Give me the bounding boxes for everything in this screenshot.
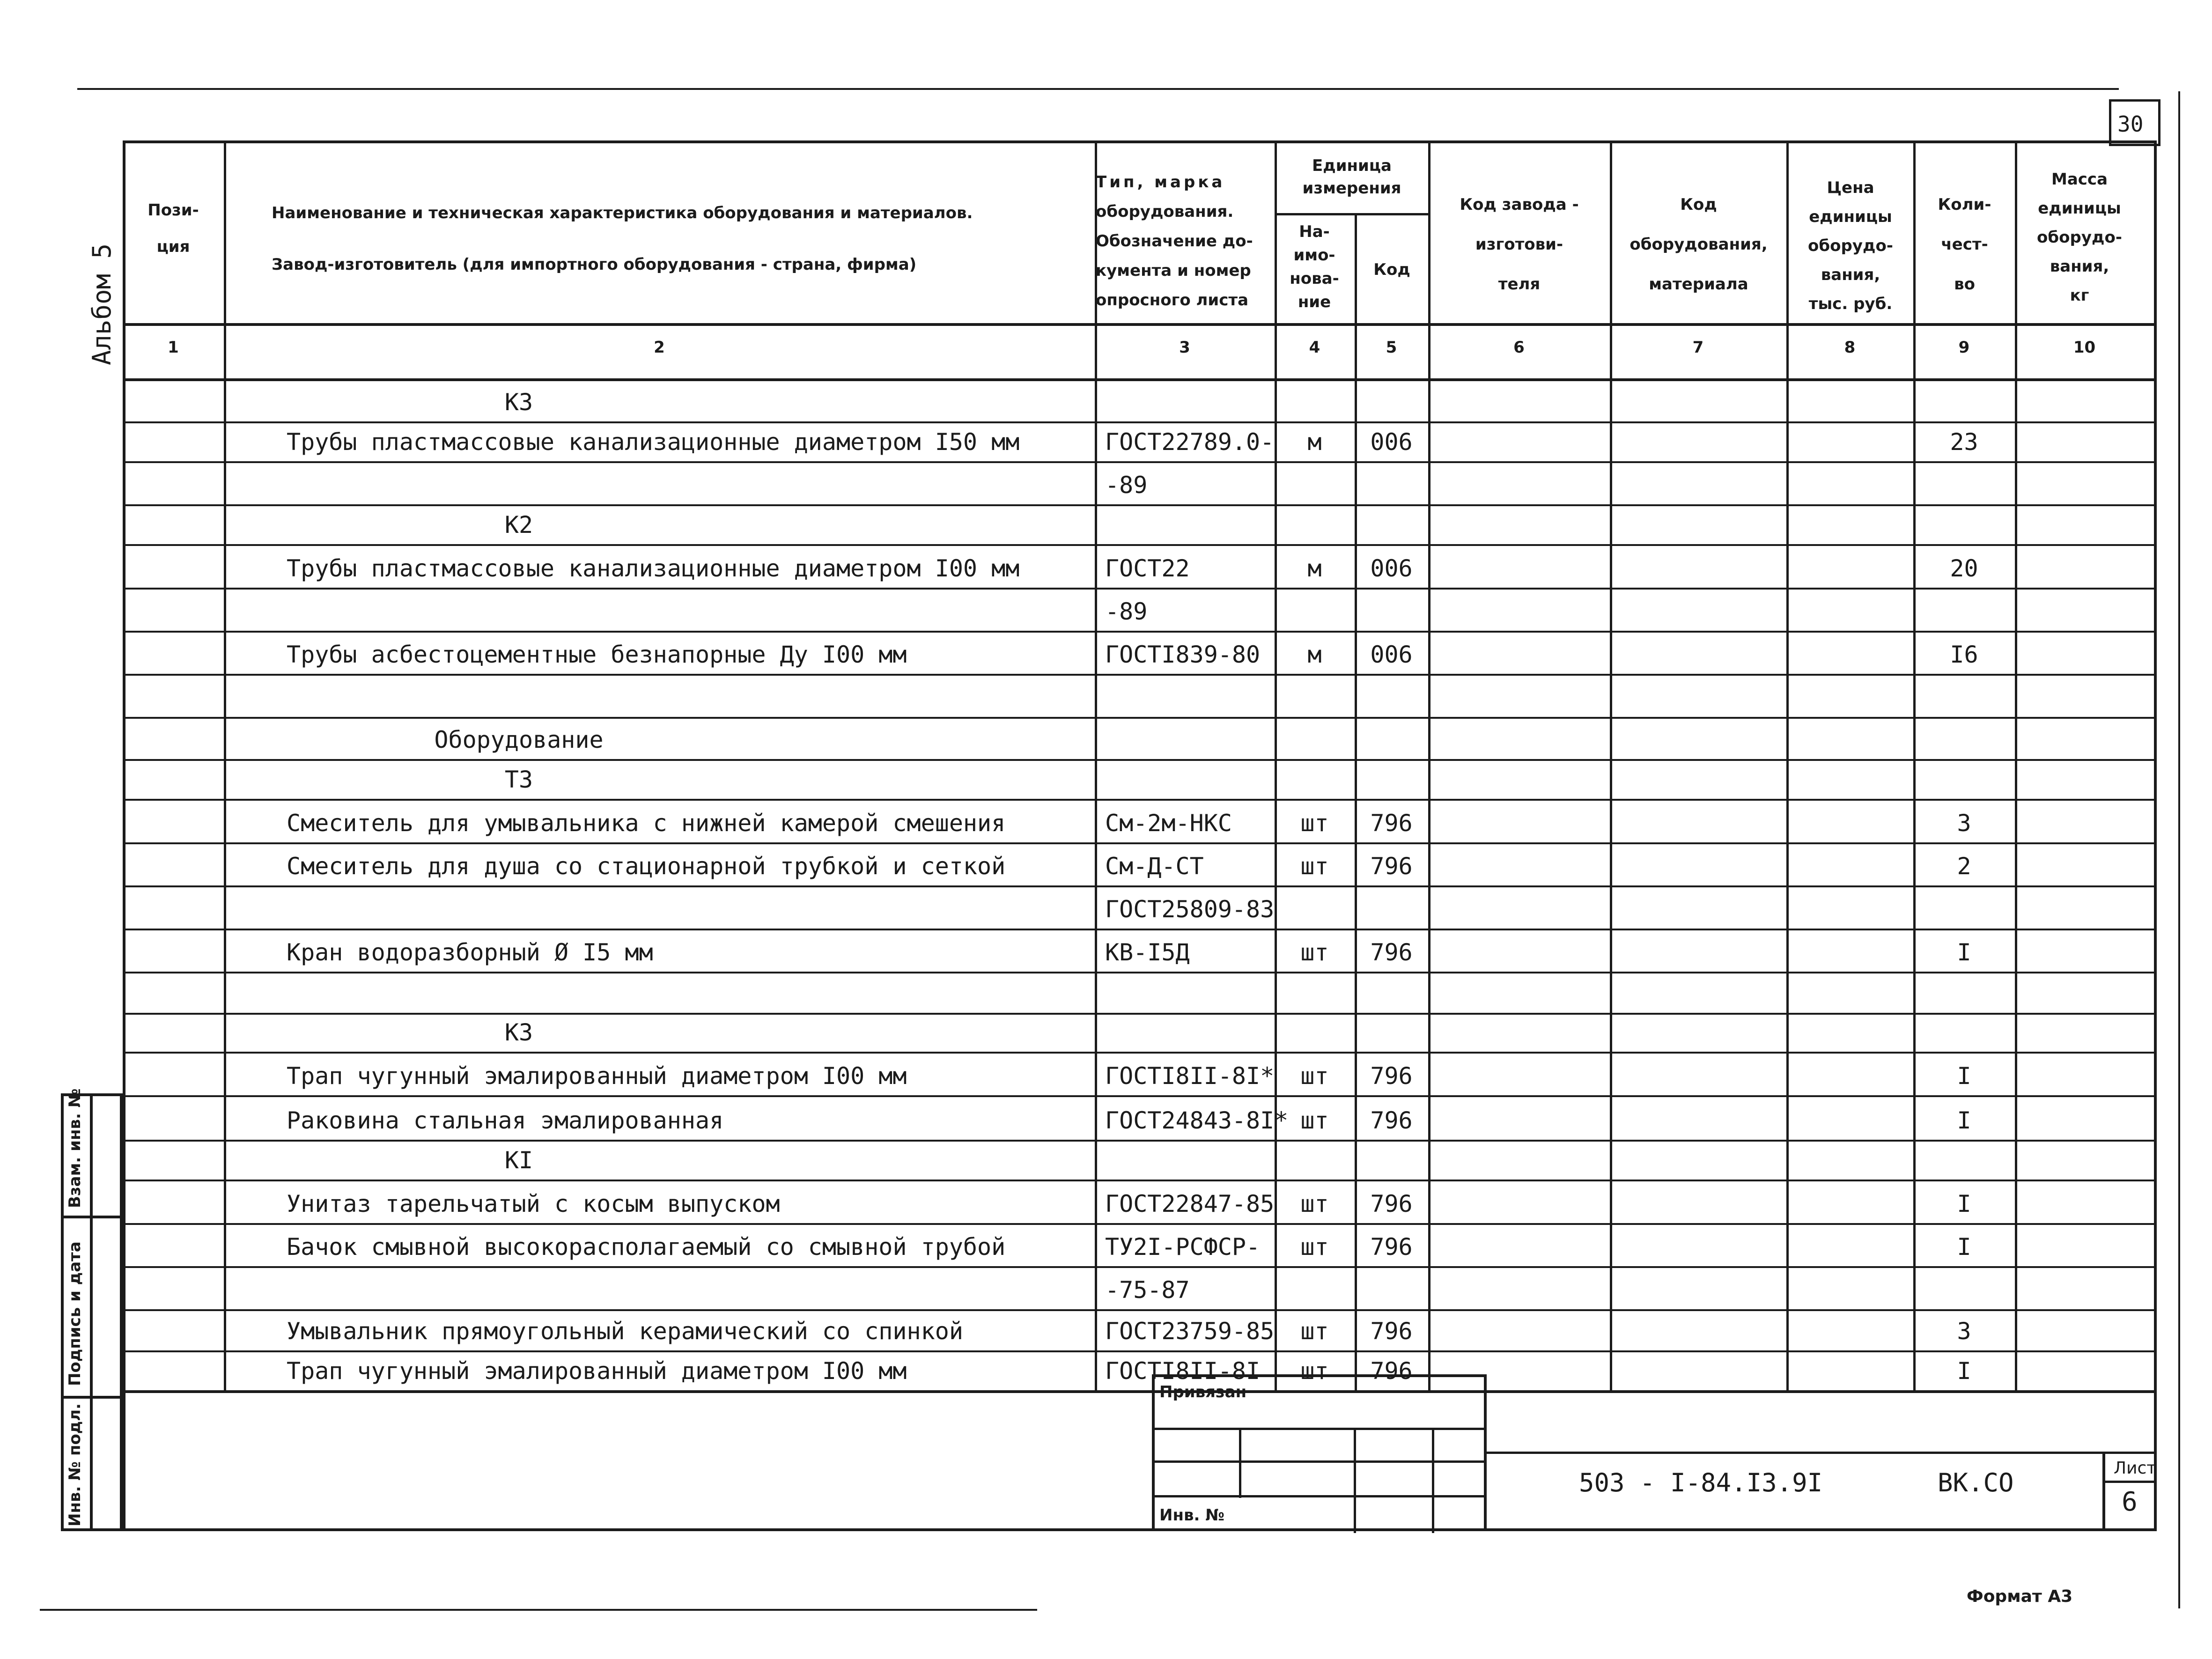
item-type: ГОСТ22847-85 (1105, 1190, 1275, 1217)
sheet-label: Лист (2114, 1459, 2157, 1478)
stamp-top-rule (1487, 1452, 2154, 1454)
header-col4-line4: ние (1298, 293, 1331, 311)
header-col8-line1: Цена (1827, 178, 1874, 197)
side-stamp-divider (90, 1096, 93, 1528)
header-col10-line4: вания, (2050, 257, 2109, 276)
header-col8-line2: единицы (1809, 207, 1892, 226)
row-line-4 (123, 544, 2154, 546)
column-line-1 (224, 140, 226, 1390)
right-edge-mark (2178, 91, 2180, 1608)
table-top-border (123, 140, 2154, 143)
column-line-9 (2015, 140, 2017, 1390)
item-type: КВ-I5Д (1105, 939, 1190, 966)
privyazan-col-2 (1354, 1428, 1356, 1533)
top-rule (77, 88, 2119, 90)
privyazan-col-1 (1239, 1428, 1241, 1498)
side-stamp-rule-2 (64, 1396, 120, 1399)
item-quantity: I (1957, 1190, 1971, 1217)
header-unit-line1: Единица (1312, 156, 1392, 175)
row-line-22 (123, 1309, 2154, 1311)
header-col6-line2: изготови- (1475, 235, 1563, 254)
item-unit: м (1307, 641, 1322, 668)
row-line-3 (123, 504, 2154, 506)
item-unit: шт (1300, 1357, 1329, 1385)
header-col7-line1: Код (1680, 195, 1717, 214)
item-type: ГОСТI8II-8I* (1105, 1062, 1275, 1090)
privyazan-rule-3 (1155, 1495, 1484, 1497)
row-line-12 (123, 885, 2154, 887)
header-col1-line2: ция (156, 237, 190, 256)
row-line-2 (123, 461, 2154, 463)
item-unit: м (1307, 555, 1322, 582)
unit-group-divider (1275, 213, 1428, 215)
item-unit-code: 796 (1370, 810, 1413, 837)
item-unit-code: 796 (1370, 1357, 1413, 1385)
item-name: Умывальник прямоугольный керамический со спинкой (287, 1318, 963, 1345)
row-line-18 (123, 1140, 2154, 1142)
row-line-14 (123, 972, 2154, 973)
row-line-21 (123, 1266, 2154, 1268)
item-quantity: I6 (1950, 641, 1978, 668)
row-line-1 (123, 421, 2154, 423)
item-unit: шт (1300, 1107, 1329, 1134)
item-type: См-Д-СТ (1105, 853, 1204, 880)
section-heading: КI (504, 1147, 533, 1174)
column-number-5: 5 (1386, 338, 1397, 357)
column-line-2 (1095, 140, 1097, 1390)
item-unit-code: 796 (1370, 939, 1413, 966)
sheet-box-rule (2105, 1481, 2157, 1483)
row-line-10 (123, 799, 2154, 801)
album-label: Альбом 5 (87, 243, 117, 365)
item-name: Унитаз тарельчатый с косым выпуском (287, 1190, 780, 1217)
header-bottom-border (123, 323, 2154, 326)
column-number-4: 4 (1309, 338, 1320, 357)
column-number-9: 9 (1958, 338, 1970, 357)
item-quantity: I (1957, 939, 1971, 966)
item-type: ГОСТ25809-83 (1105, 896, 1275, 923)
item-type: ГОСТI839-80 (1105, 641, 1261, 668)
header-col2-line1: Наименование и техническая характеристика оборудования и материалов. (272, 204, 973, 222)
header-col9-line2: чест- (1941, 235, 1988, 254)
item-type: ГОСТ24843-8I* (1105, 1107, 1289, 1134)
item-unit-code: 006 (1370, 641, 1413, 668)
header-col8-line4: вания, (1821, 265, 1880, 284)
item-unit: шт (1300, 1062, 1329, 1090)
column-number-2: 2 (654, 338, 665, 357)
row-line-16 (123, 1052, 2154, 1054)
document-mark: ВК.СО (1938, 1468, 2014, 1497)
item-quantity: I (1957, 1062, 1971, 1090)
column-line-6 (1610, 140, 1612, 1390)
section-heading: К3 (504, 1019, 533, 1046)
side-label-vzam: Взам. инв. № (66, 1088, 84, 1208)
column-number-3: 3 (1179, 338, 1190, 357)
inv-no-label: Инв. № (1159, 1506, 1225, 1525)
item-unit-code: 796 (1370, 1233, 1413, 1261)
privyazan-rule-2 (1155, 1460, 1484, 1463)
item-name: Смеситель для душа со стационарной трубкой и сеткой (287, 853, 1006, 880)
header-col6-line3: теля (1498, 275, 1541, 294)
header-col10-line5: кг (2070, 286, 2089, 305)
header-col3-line4: кумента и номер (1096, 261, 1251, 280)
item-quantity: 3 (1957, 1318, 1971, 1345)
item-type: ГОСТI8II-8I (1105, 1357, 1261, 1385)
section-heading: Оборудование (434, 726, 604, 753)
header-col7-line3: материала (1649, 275, 1748, 294)
header-col3-line3: Обозначение до- (1096, 232, 1253, 251)
item-name: Трап чугунный эмалированный диаметром I00 мм (287, 1357, 907, 1385)
header-unit-line2: измерения (1302, 179, 1401, 198)
column-number-7: 7 (1692, 338, 1704, 357)
item-quantity: 2 (1957, 853, 1971, 880)
header-col4-line1: На- (1299, 222, 1330, 241)
column-number-8: 8 (1844, 338, 1856, 357)
header-col10-line3: оборудо- (2037, 228, 2122, 247)
item-unit-code: 796 (1370, 1190, 1413, 1217)
header-col3-line1: Тип, марка (1096, 173, 1225, 192)
privyazan-col-3 (1432, 1428, 1434, 1533)
item-name: Трубы пластмассовые канализационные диаметром I00 мм (287, 555, 1020, 582)
header-col9-line3: во (1954, 275, 1975, 294)
column-line-7 (1786, 140, 1789, 1390)
row-line-6 (123, 631, 2154, 633)
item-unit: м (1307, 428, 1322, 456)
item-unit-code: 006 (1370, 428, 1413, 456)
item-type: ГОСТ23759-85 (1105, 1318, 1275, 1345)
header-col5-line1: Код (1373, 260, 1410, 279)
item-unit: шт (1300, 853, 1329, 880)
item-type: -89 (1105, 472, 1148, 499)
row-line-11 (123, 842, 2154, 844)
item-unit: шт (1300, 1190, 1329, 1217)
privyazan-rule-1 (1155, 1428, 1484, 1430)
header-col1 (124, 192, 222, 265)
sheet-number: 6 (2122, 1487, 2138, 1517)
column-number-10: 10 (2073, 338, 2096, 357)
item-unit-code: 796 (1370, 1107, 1413, 1134)
item-name: Трап чугунный эмалированный диаметром I00 мм (287, 1062, 907, 1090)
item-unit-code: 796 (1370, 1062, 1413, 1090)
item-quantity: I (1957, 1357, 1971, 1385)
item-type: ТУ2I-РСФСР- (1105, 1233, 1261, 1261)
item-type: -89 (1105, 598, 1148, 625)
row-line-17 (123, 1095, 2154, 1097)
item-type: -75-87 (1105, 1276, 1190, 1304)
row-line-15 (123, 1013, 2154, 1015)
header-col9 (1914, 185, 2015, 304)
item-unit: шт (1300, 810, 1329, 837)
header-col3-line2: оборудования. (1096, 202, 1234, 221)
document-code: 503 - I-84.I3.9I (1579, 1468, 1823, 1497)
item-type: См-2м-НКС (1105, 810, 1232, 837)
row-line-20 (123, 1223, 2154, 1225)
item-quantity: 20 (1950, 555, 1978, 582)
header-col8 (1788, 173, 1913, 318)
header-col6-line1: Код завода - (1460, 195, 1579, 214)
sheet-bottom-border (123, 1528, 2157, 1531)
header-col6 (1429, 185, 1609, 304)
header-col1-line1: Пози- (147, 201, 199, 220)
section-heading: К2 (504, 511, 533, 538)
header-col8-line5: тыс. руб. (1808, 295, 1893, 313)
item-unit: шт (1300, 1233, 1329, 1261)
item-quantity: I (1957, 1233, 1971, 1261)
header-col7 (1611, 185, 1786, 304)
table-right-border (2154, 140, 2157, 1531)
item-name: Бачок смывной высокорасполагаемый со смывной трубой (287, 1233, 1006, 1261)
header-col2 (272, 187, 973, 290)
item-name: Раковина стальная эмалированная (287, 1107, 724, 1134)
row-line-23 (123, 1350, 2154, 1352)
row-line-13 (123, 929, 2154, 930)
item-unit-code: 006 (1370, 555, 1413, 582)
item-unit: шт (1300, 939, 1329, 966)
item-name: Трубы пластмассовые канализационные диаметром I50 мм (287, 428, 1020, 456)
header-col7-line2: оборудования, (1630, 235, 1768, 254)
table-bottom-border (123, 1390, 2154, 1393)
item-quantity: 23 (1950, 428, 1978, 456)
header-col10 (2016, 165, 2143, 310)
header-col10-line1: Масса (2051, 170, 2108, 189)
item-name: Кран водоразборный Ø I5 мм (287, 939, 653, 966)
row-line-5 (123, 588, 2154, 590)
bottom-tail-rule (40, 1609, 1037, 1611)
privyazan-block (1152, 1374, 1487, 1531)
item-name: Трубы асбестоцементные безнапорные Ду I00 мм (287, 641, 907, 668)
format-label: Формат А3 (1967, 1587, 2073, 1606)
header-col10-line2: единицы (2038, 199, 2121, 218)
header-col3 (1096, 168, 1274, 315)
column-number-6: 6 (1513, 338, 1525, 357)
header-col5 (1356, 255, 1428, 284)
item-type: ГОСТ22 (1105, 555, 1190, 582)
row-line-19 (123, 1180, 2154, 1181)
column-number-1: 1 (168, 338, 179, 357)
sheet-box (2102, 1452, 2157, 1531)
item-quantity: I (1957, 1107, 1971, 1134)
side-label-podpis: Подпись и дата (66, 1241, 84, 1386)
item-unit: шт (1300, 1318, 1329, 1345)
side-label-inv-podl: Инв. № подл. (66, 1403, 84, 1526)
item-unit-code: 796 (1370, 1318, 1413, 1345)
header-unit-group (1275, 155, 1429, 199)
row-line-7 (123, 674, 2154, 676)
section-heading: Т3 (504, 766, 533, 793)
side-stamp-rule-1 (64, 1216, 120, 1218)
item-type: ГОСТ22789.0- (1105, 428, 1275, 456)
item-name: Смеситель для умывальника с нижней камерой смешения (287, 810, 1006, 837)
header-col8-line3: оборудо- (1808, 236, 1893, 255)
privyazan-label: Привязан (1159, 1383, 1247, 1401)
header-col4 (1275, 220, 1354, 314)
row-line-8 (123, 717, 2154, 719)
column-number-bottom-border (123, 378, 2154, 381)
header-col4-line3: нова- (1290, 269, 1339, 288)
header-col9-line1: Коли- (1938, 195, 1991, 214)
row-line-9 (123, 759, 2154, 761)
header-col4-line2: имо- (1293, 246, 1335, 265)
header-col3-line5: опросного листа (1096, 291, 1249, 310)
item-unit-code: 796 (1370, 853, 1413, 880)
column-line-5 (1428, 140, 1430, 1390)
item-quantity: 3 (1957, 810, 1971, 837)
header-col2-line2: Завод-изготовитель (для импортного оборудования - страна, фирма) (272, 255, 917, 274)
section-heading: К3 (504, 389, 533, 416)
sheet-number-top: 30 (2117, 111, 2144, 137)
